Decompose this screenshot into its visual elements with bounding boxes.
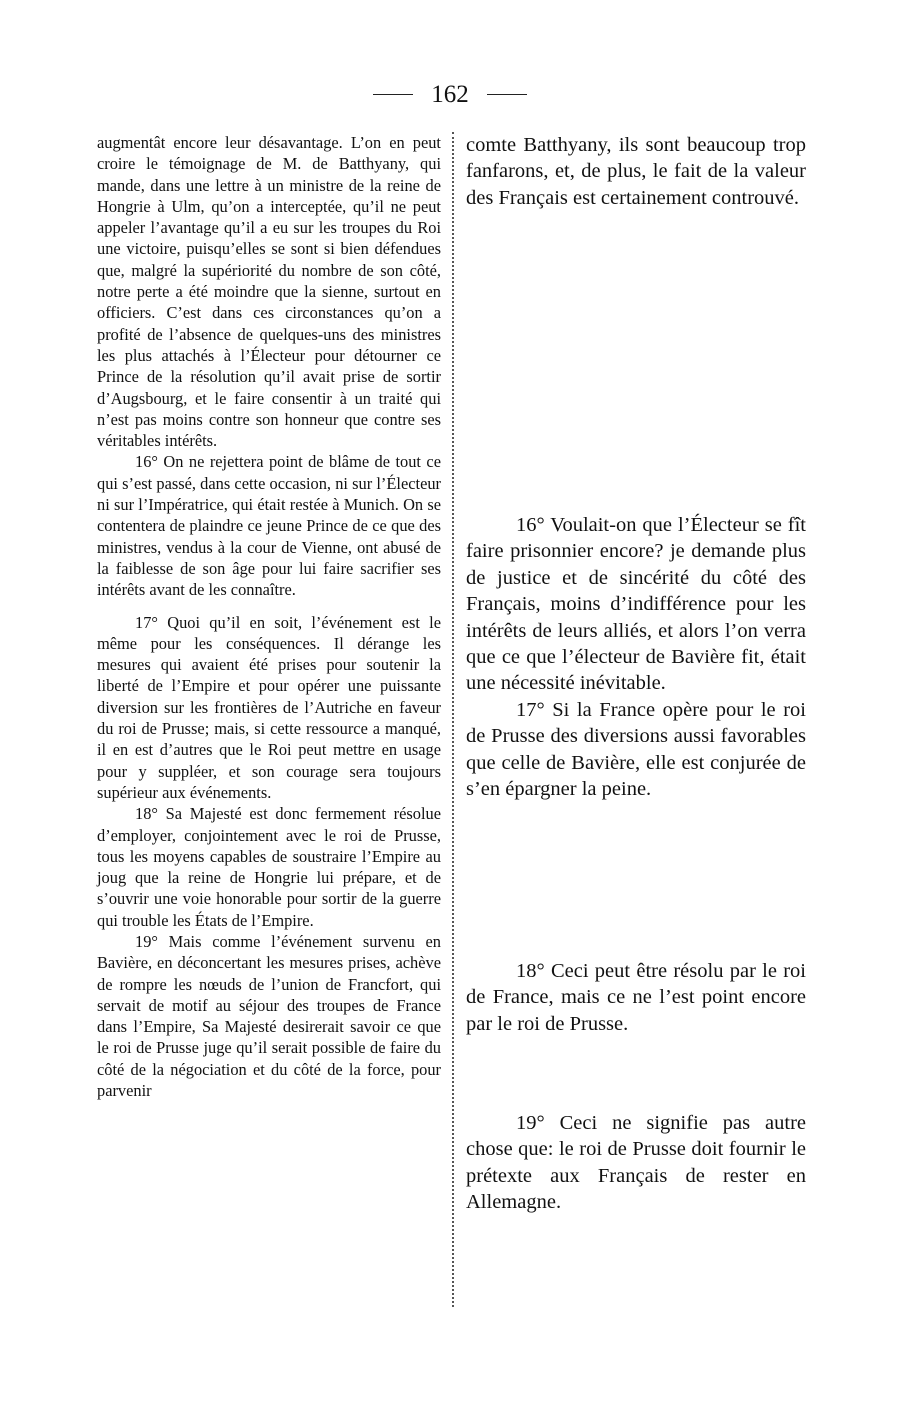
right-paragraph-18: 18° Ceci peut être résolu par le roi de France, mais ce ne l’est point encore par le roi de Prusse. [466, 960, 806, 1035]
page-header [0, 82, 900, 107]
left-paragraph-17: 17° Quoi qu’il en soit, l’événement est le même pour les conséquences. Il dérange les mesures qui avaient été prises pour soutenir la liberté de l’Empire et pour opérer une puissante diversion sur les frontières de l’Autriche en faveur du roi de Prusse; mais, si cette ressource a manqué, il en est d’autres que le Roi peut mettre en usage pour y suppléer, et son courage sera toujours supérieur aux événements. [97, 612, 441, 802]
right-paragraph-19: 19° Ceci ne signifie pas autre chose que: le roi de Prusse doit fournir le prétexte aux Français de rester en Allemagne. [466, 1112, 806, 1214]
left-paragraph-continuation: augmentât encore leur désavantage. L’on en peut croire le témoignage de M. de Batthyany, qui mande, dans une lettre à un ministre de la reine de Hongrie à Ulm, qu’on a interceptée, qu’il ne peut appeler l’avantage qu’il a eu sur les troupes du Roi une victoire, puisqu’elles se sont si bien défendues que, malgré la supériorité du nombre de son côté, notre perte a été moindre que la sienne, surtout en officiers. C’est dans ces circonstances qu’on a profité de l’absence de quelques-uns des ministres les plus attachés à l’Électeur pour détourner ce Prince de la résolution qu’il avait prise de sortir d’Augsbourg, et le faire consentir à un traité qui n’est pas moins contre son honneur que contre ses véritables intérêts. [97, 133, 441, 451]
left-paragraph-18: 18° Sa Majesté est donc fermement résolue d’employer, conjointement avec le roi de Prusse, tous les moyens capables de soustraire l’Empire au joug que la reine de Hongrie lui prépare, et de s’ouvrir une voie honorable pour sortir de la guerre qui trouble les États de l’Empire. [97, 804, 441, 930]
right-paragraph-continuation: comte Batthyany, ils sont beaucoup trop fanfarons, et, de plus, le fait de la valeur des Français est certainement controuvé. [466, 134, 806, 209]
left-column [97, 132, 441, 1101]
right-block-continuation [466, 132, 806, 211]
header-rule-left [373, 94, 413, 95]
right-block-18 [466, 958, 806, 1037]
right-paragraph-17: 17° Si la France opère pour le roi de Prusse des diversions aussi favorables que celle de Bavière, elle est conjurée de s’en épargner la peine. [466, 698, 806, 801]
left-paragraph-19: 19° Mais comme l’événement survenu en Bavière, en déconcertant les mesures prises, achève de rompre les nœuds de l’union de Francfort, qui servait de motif au séjour des troupes de France dans l’Empire, Sa Majesté desirerait savoir ce que le roi de Prusse juge qu’il serait possible de faire du côté de la négociation et du côté de la force, pour parvenir [97, 931, 441, 1101]
page-number: 162 [431, 81, 469, 108]
header-rule-right [487, 94, 527, 95]
right-block-16-17 [466, 512, 806, 802]
right-paragraph-16: 16° Voulait-on que l’Électeur se fît faire prisonnier encore? je demande plus de justice et de sincérité du côté des Français, moins d’indifférence pour les intérêts de leurs alliés, et alors l’on verra que ce que l’électeur de Bavière fit, était une nécessité inévitable. [466, 514, 806, 695]
right-block-19 [466, 1110, 806, 1216]
left-paragraph-16: 16° On ne rejettera point de blâme de tout ce qui s’est passé, dans cette occasion, ni sur l’Électeur ni sur l’Impératrice, qui était restée à Munich. On se contentera de plaindre ce jeune Prince de ce que des ministres, vendus à la cour de Vienne, ont abusé de la faiblesse de son âge pour lui faire sacrifier ses intérêts avant de les connaître. [97, 452, 441, 600]
column-divider [452, 132, 454, 1307]
